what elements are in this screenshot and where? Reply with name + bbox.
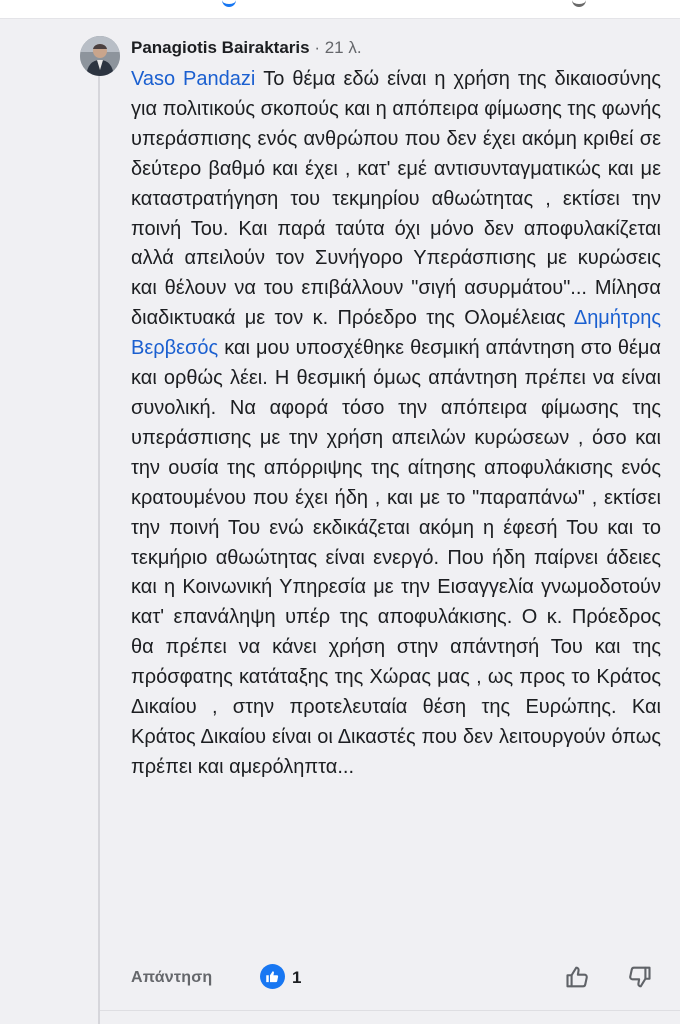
divider xyxy=(100,1010,680,1011)
comment-timestamp[interactable]: 21 λ. xyxy=(324,38,362,57)
mention-vaso-pandazi[interactable]: Vaso Pandazi xyxy=(131,68,256,90)
thumbs-down-outline-icon xyxy=(625,963,653,991)
comment-text-part1: Το θέμα εδώ είναι η χρήση της δικαιοσύνης για πολιτικούς σκοπούς και η απόπειρα φίμωσης της φωνής υπεράσπισης ενός ανθρώπου που δεν έχει ακόμη κριθεί σε δεύτερο βαθμό και έχει , κατ' εμέ αντισυνταγματικώς και με καταστρατήγηση του τεκμηρίου αθωώτητας , εκτίσει την ποινή Του. Και παρά ταύτα όχι μόνο δεν αποφυλακίζεται αλλά απειλούν τον Συνήγορο Υπεράσπισης με κυρώσεις και θέλουν να του επιβάλλουν "σιγή ασυρμάτου"... Μίλησα διαδικτυακά με τον κ. Πρόεδρο της Ολομέλειας xyxy=(131,68,661,330)
comment-header xyxy=(131,38,362,58)
tab-indicator-secondary xyxy=(572,0,586,7)
thumbs-up-icon xyxy=(265,969,280,984)
downvote-button[interactable] xyxy=(625,963,653,991)
like-count: 1 xyxy=(292,968,302,987)
tab-indicator xyxy=(222,0,236,7)
mention-dimitris-vervesos[interactable]: Δημήτρης Βερβεσός xyxy=(131,307,661,360)
avatar[interactable] xyxy=(80,36,120,76)
thumbs-up-outline-icon xyxy=(564,963,592,991)
comment-footer xyxy=(131,963,661,993)
comment-body xyxy=(131,65,661,783)
like-reaction-badge[interactable] xyxy=(260,964,285,989)
comment-text-part2: και μου υποσχέθηκε θεσμική απάντηση στο θέμα και ορθώς λέει. Η θεσμική όμως απάντηση πρέπει να είναι συνολική. Να αφορά τόσο την απόπειρα φίμωσης της υπεράσπισης με την χρήση απειλών κυρώσεων , όσο και την ουσία της απόρριψης της αίτησης αποφυλάκισης ενός κρατουμένου που έχει ήδη , και με το "παραπάνω" , εκτίσει την ποινή Του ενώ εκδικάζεται ακόμη η έφεσή Του και το τεκμήριο αθωώτητας είναι ενεργό. Που ήδη παίρνει άδειες και η Κοινωνική Υπηρεσία με την Εισαγγελία γνωμοδοτούν κατ' επανάληψη υπέρ της αποφυλάκισης. Ο κ. Πρόεδρος θα πρέπει να κάνει χρήση στην απάντησή Του και της πρόσφατης κατάταξης της Χώρας μας , ως προς το Κράτος Δικαίου , στην προτελευταία θέση της Ευρώπης. Και Κράτος Δικαίου είναι οι Δικαστές που δεν λειτουργούν όπως πρέπει και αμερόληπτα... xyxy=(131,337,661,778)
header-separator: · xyxy=(314,38,320,57)
author-name[interactable]: Panagiotis Bairaktaris xyxy=(131,38,310,57)
reply-button[interactable]: Απάντηση xyxy=(131,969,213,986)
avatar-photo xyxy=(80,36,120,76)
thread-connector-line xyxy=(98,72,100,1024)
upvote-button[interactable] xyxy=(564,963,592,991)
top-bar-edge xyxy=(0,0,680,19)
